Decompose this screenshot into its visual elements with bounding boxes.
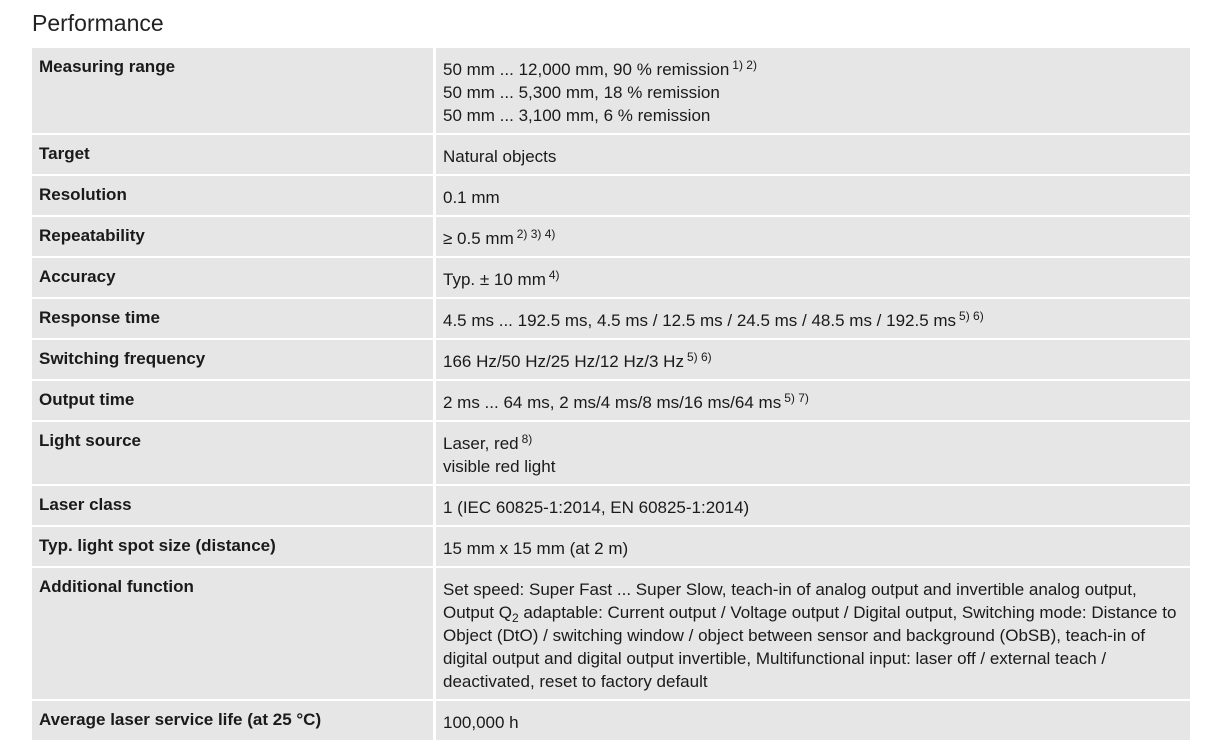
spec-value-line <box>443 578 1180 693</box>
value-text: 100,000 h <box>443 713 519 732</box>
spec-value-line <box>443 58 1180 81</box>
spec-label: Resolution <box>32 175 435 216</box>
footnote-ref: 5) 6) <box>959 309 984 323</box>
spec-value-line <box>443 309 1180 332</box>
spec-value <box>435 567 1191 700</box>
spec-value-line <box>443 145 1180 168</box>
footnote-ref: 1) 2) <box>732 58 757 72</box>
value-text: 2 ms ... 64 ms, 2 ms/4 ms/8 ms/16 ms/64 ms <box>443 393 782 412</box>
spec-value <box>435 380 1191 421</box>
spec-value <box>435 339 1191 380</box>
footnote-ref: 5) 6) <box>686 350 712 364</box>
value-text: 50 mm ... 3,100 mm, 6 % remission <box>443 106 711 125</box>
spec-value-line <box>443 350 1180 373</box>
spec-value <box>435 421 1191 485</box>
value-text: 15 mm x 15 mm (at 2 m) <box>443 539 629 558</box>
spec-value-line <box>443 496 1180 519</box>
spec-label: Target <box>32 134 435 175</box>
spec-value-line <box>443 81 1180 104</box>
spec-value <box>435 134 1191 175</box>
spec-value-line <box>443 432 1180 455</box>
value-text: Typ. ± 10 mm <box>443 270 546 289</box>
spec-label: Laser class <box>32 485 435 526</box>
spec-value-line <box>443 711 1180 734</box>
value-text: 166 Hz/50 Hz/25 Hz/12 Hz/3 Hz <box>443 352 684 371</box>
value-text: 0.1 mm <box>443 188 500 207</box>
spec-label: Accuracy <box>32 257 435 298</box>
footnote-ref: 2) 3) 4) <box>516 227 556 241</box>
value-text: ≥ 0.5 mm <box>443 229 514 248</box>
spec-row <box>32 526 1190 567</box>
spec-row <box>32 216 1190 257</box>
value-text-continued: adaptable: Current output / Voltage output / Digital output, Switching mode: Distance to Object (DtO) / switching window / object between sensor and background (ObSB), teach-in of digital output and digital output invertible, Multifunctional input: laser off / external teach / deactivated, reset to factory default <box>443 603 1177 691</box>
value-text: 50 mm ... 5,300 mm, 18 % remission <box>443 83 720 102</box>
value-text: 1 (IEC 60825-1:2014, EN 60825-1:2014) <box>443 498 750 517</box>
spec-label: Output time <box>32 380 435 421</box>
spec-value <box>435 48 1191 134</box>
spec-value <box>435 526 1191 567</box>
spec-value-line <box>443 455 1180 478</box>
spec-label: Switching frequency <box>32 339 435 380</box>
spec-value-line <box>443 227 1180 250</box>
spec-row <box>32 485 1190 526</box>
spec-value-line <box>443 537 1180 560</box>
value-text: 50 mm ... 12,000 mm, 90 % remission <box>443 60 730 79</box>
subscript: 2 <box>511 611 519 625</box>
footnote-ref: 4) <box>548 268 560 282</box>
spec-table <box>32 48 1190 742</box>
spec-label: Repeatability <box>32 216 435 257</box>
value-text: Set speed: Super Fast ... Super Slow, teach-in of analog output and invertible analog output, Output Q <box>443 580 1137 622</box>
section-title: Performance <box>32 10 164 36</box>
spec-label: Light source <box>32 421 435 485</box>
spec-row <box>32 134 1190 175</box>
spec-value <box>435 257 1191 298</box>
spec-label: Typ. light spot size (distance) <box>32 526 435 567</box>
footnote-ref: 5) 7) <box>784 391 809 405</box>
value-text: 4.5 ms ... 192.5 ms, 4.5 ms / 12.5 ms / 24.5 ms / 48.5 ms / 192.5 ms <box>443 311 957 330</box>
spec-value <box>435 216 1191 257</box>
spec-value-line <box>443 391 1180 414</box>
spec-table-body <box>32 48 1190 741</box>
spec-row <box>32 567 1190 700</box>
spec-value-line <box>443 104 1180 127</box>
spec-value <box>435 298 1191 339</box>
spec-row <box>32 421 1190 485</box>
spec-value-line <box>443 268 1180 291</box>
spec-row <box>32 48 1190 134</box>
spec-value <box>435 175 1191 216</box>
spec-label: Measuring range <box>32 48 435 134</box>
spec-value-line <box>443 186 1180 209</box>
spec-label: Additional function <box>32 567 435 700</box>
spec-label: Response time <box>32 298 435 339</box>
spec-row <box>32 175 1190 216</box>
spec-row <box>32 298 1190 339</box>
value-text: visible red light <box>443 457 556 476</box>
spec-row <box>32 339 1190 380</box>
spec-row <box>32 257 1190 298</box>
spec-value <box>435 485 1191 526</box>
footnote-ref: 8) <box>521 432 533 446</box>
value-text: Laser, red <box>443 434 519 453</box>
spec-label: Average laser service life (at 25 °C) <box>32 700 435 741</box>
value-text: Natural objects <box>443 147 557 166</box>
spec-row <box>32 380 1190 421</box>
